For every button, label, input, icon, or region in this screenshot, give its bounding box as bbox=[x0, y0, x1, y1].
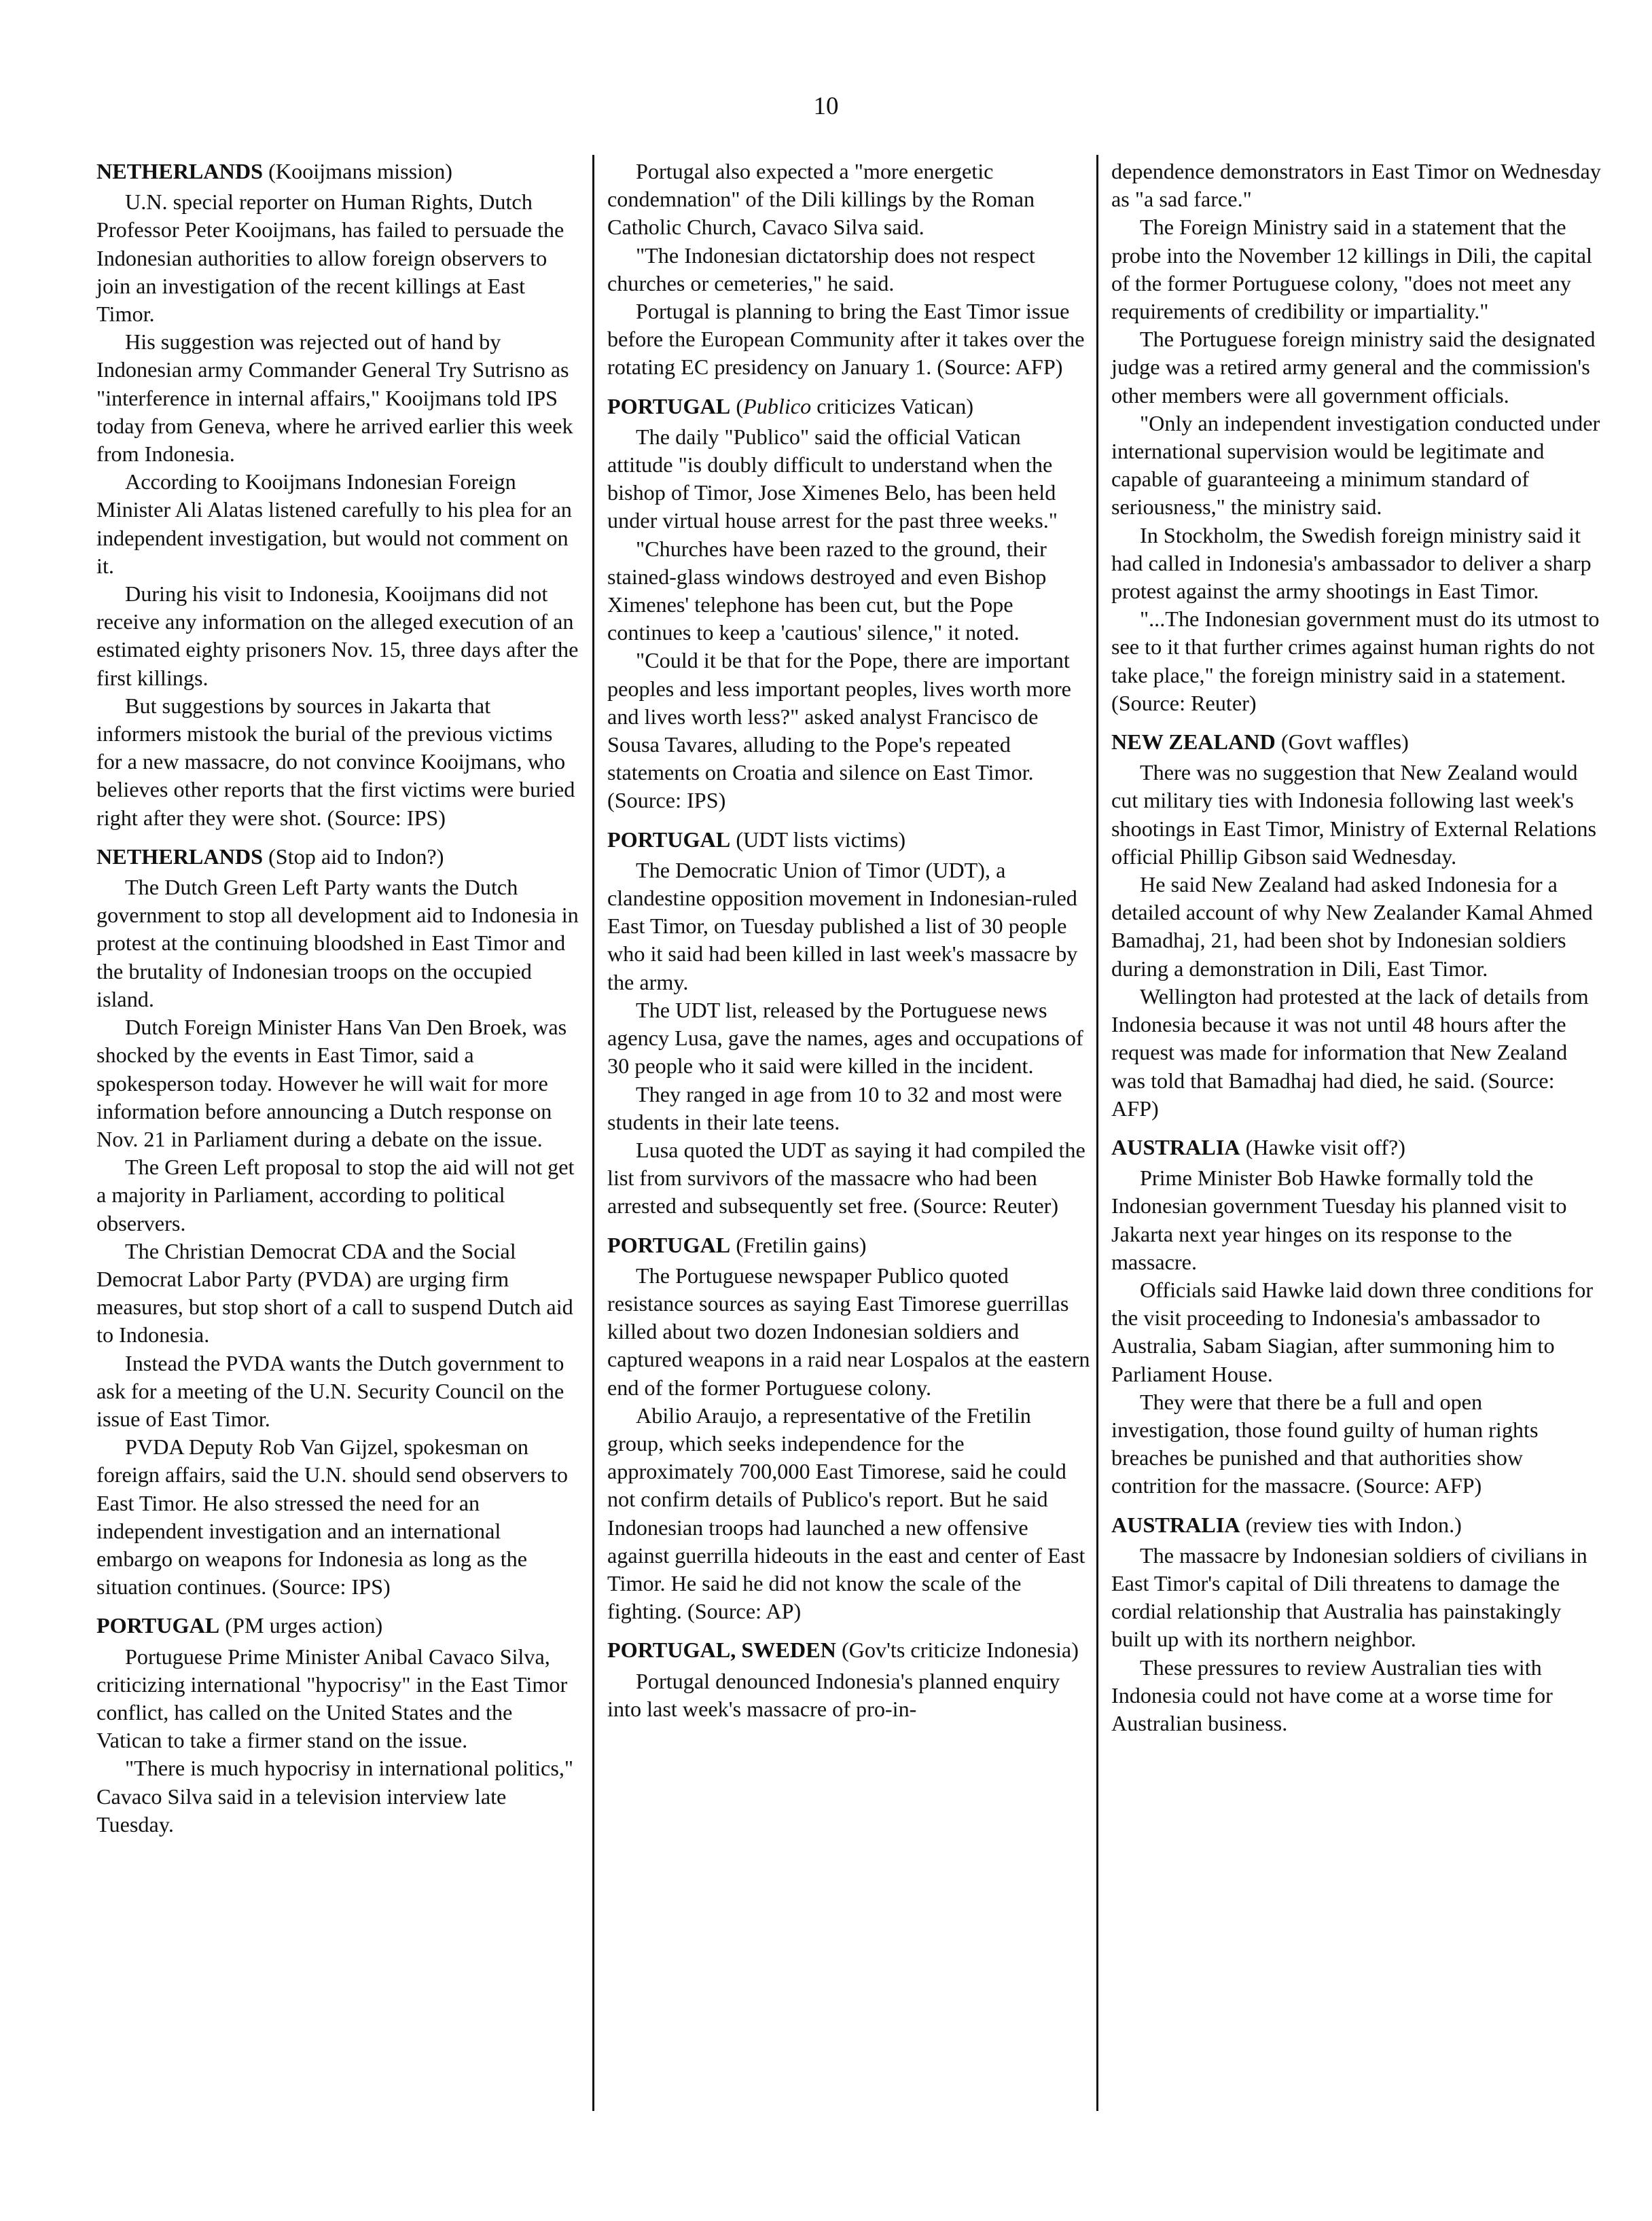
page-number: 10 bbox=[813, 92, 839, 120]
paragraph: The Green Left proposal to stop the aid will not get a majority in Parliament, according to political observers. bbox=[96, 1155, 575, 1235]
country-label: NEW ZEALAND bbox=[1111, 729, 1276, 755]
column-3 bbox=[1111, 158, 1602, 1748]
article-heading bbox=[607, 1636, 1091, 1664]
article-portugal-sweden bbox=[607, 1636, 1091, 1723]
paragraph: He said New Zealand had asked Indonesia for a detailed account of why New Zealander Kamal Ahmed Bamadhaj, 21, had been shot by Indonesian soldiers during a demonstration in Dili, East Timor. bbox=[1111, 872, 1593, 981]
article-heading bbox=[1111, 1511, 1602, 1539]
subtitle-italic: Publico bbox=[743, 393, 812, 418]
article-heading bbox=[96, 1612, 580, 1640]
column-1 bbox=[96, 158, 580, 1849]
paragraph: Instead the PVDA wants the Dutch government to ask for a meeting of the U.N. Security Council on the issue of East Timor. bbox=[96, 1350, 564, 1431]
paragraph: Prime Minister Bob Hawke formally told the Indonesian government Tuesday his planned visit to Jakarta next year hinges on its response to the massacre. bbox=[1111, 1166, 1567, 1274]
paragraph: In Stockholm, the Swedish foreign ministry said it had called in Indonesia's ambassador to deliver a sharp protest against the army shootings in East Timor. bbox=[1111, 522, 1592, 604]
article-heading bbox=[96, 158, 580, 185]
paragraph: "Churches have been razed to the ground, their stained-glass windows destroyed and even Bishop Ximenes' telephone has been cut, but the Pope continues to keep a 'cautious' silence," it noted. bbox=[607, 536, 1047, 645]
article-subtitle: (review ties with Indon.) bbox=[1245, 1512, 1462, 1537]
paragraph: The Foreign Ministry said in a statement that the probe into the November 12 killings in Dili, the capital of the former Portuguese colony, "does not meet any requirements of credibility or impartiality." bbox=[1111, 215, 1592, 324]
paragraph: The Christian Democrat CDA and the Social Democrat Labor Party (PVDA) are urging firm measures, but stop short of a call to suspend Dutch aid to Indonesia. bbox=[96, 1238, 573, 1348]
paragraph: According to Kooijmans Indonesian Foreign Minister Ali Alatas listened carefully to his plea for an independent investigation, but would not comment on it. bbox=[96, 469, 572, 578]
article-heading bbox=[96, 843, 580, 871]
paragraph: PVDA Deputy Rob Van Gijzel, spokesman on foreign affairs, said the U.N. should send observers to East Timor. He also stressed the need for an independent investigation and an international embargo on weapons for Indonesia as long as the situation continues. (Source: IPS) bbox=[96, 1434, 568, 1600]
article-netherlands-kooijmans bbox=[96, 158, 580, 832]
paragraph: The Portuguese newspaper Publico quoted resistance sources as saying East Timorese guerrillas killed about two dozen Indonesian soldiers and captured weapons in a raid near Lospalos at the eastern end of the former Portuguese colony. bbox=[607, 1263, 1090, 1400]
paragraph: The Democratic Union of Timor (UDT), a clandestine opposition movement in Indonesian-ruled East Timor, on Tuesday published a list of 30 people who it said had been killed in last week's massacre by the army. bbox=[607, 857, 1078, 994]
column-divider bbox=[1096, 155, 1098, 2111]
article-subtitle: (Kooijmans mission) bbox=[268, 159, 452, 183]
article-portugal-publico bbox=[607, 393, 1091, 815]
article-portugal-fretilin bbox=[607, 1231, 1091, 1626]
subtitle-part: ( bbox=[736, 393, 744, 418]
article-australia-hawke bbox=[1111, 1134, 1602, 1500]
country-label: AUSTRALIA bbox=[1111, 1134, 1240, 1159]
paragraph: His suggestion was rejected out of hand by Indonesian army Commander General Try Sutrisno as "interference in internal affairs," Kooijmans told IPS today from Geneva, where he arrived earlier this week from Indonesia. bbox=[96, 329, 573, 467]
article-continuation bbox=[607, 158, 1091, 382]
article-netherlands-aid bbox=[96, 843, 580, 1601]
country-label: PORTUGAL bbox=[607, 1232, 731, 1257]
paragraph: They were that there be a full and open investigation, those found guilty of human rights breaches be punished and that authorities show contrition for the massacre. (Source: AFP) bbox=[1111, 1389, 1539, 1498]
paragraph: "Could it be that for the Pope, there are important peoples and less important peoples, lives worth more and lives worth less?" asked analyst Francisco de Sousa Tavares, alluding to the Pope's repeated statements on Croatia and silence on East Timor. (Source: IPS) bbox=[607, 648, 1071, 813]
article-heading bbox=[607, 393, 1091, 420]
paragraph: Officials said Hawke laid down three conditions for the visit proceeding to Indonesia's ambassador to Australia, Sabam Siagian, after summoning him to Parliament House. bbox=[1111, 1277, 1594, 1386]
paragraph: These pressures to review Australian ties with Indonesia could not have come at a worse time for Australian business. bbox=[1111, 1655, 1553, 1735]
subtitle-part: criticizes Vatican) bbox=[811, 393, 974, 418]
article-subtitle: (Hawke visit off?) bbox=[1245, 1134, 1406, 1159]
article-subtitle: (PM urges action) bbox=[225, 1613, 383, 1638]
paragraph: There was no suggestion that New Zealand would cut military ties with Indonesia following last week's shootings in East Timor, Ministry of External Relations official Phillip Gibson said Wednesday. bbox=[1111, 760, 1596, 869]
paragraph: They ranged in age from 10 to 32 and most were students in their late teens. bbox=[607, 1081, 1062, 1134]
paragraph: The UDT list, released by the Portuguese news agency Lusa, gave the names, ages and occupations of 30 people who it said were killed in the incident. bbox=[607, 997, 1083, 1079]
paragraph: The Portuguese foreign ministry said the designated judge was a retired army general and the commission's other members were all government officials. bbox=[1111, 327, 1596, 408]
paragraph: Portugal is planning to bring the East Timor issue before the European Community after it takes over the rotating EC presidency on January 1. (Source: AFP) bbox=[607, 299, 1085, 380]
country-label: AUSTRALIA bbox=[1111, 1512, 1240, 1537]
article-continuation bbox=[1111, 158, 1602, 717]
paragraph: "There is much hypocrisy in international politics," Cavaco Silva said in a television interview late Tuesday. bbox=[96, 1756, 574, 1837]
article-subtitle: (Fretilin gains) bbox=[736, 1232, 867, 1257]
article-australia-ties bbox=[1111, 1511, 1602, 1738]
article-subtitle bbox=[736, 394, 973, 418]
paragraph: The daily "Publico" said the official Vatican attitude "is doubly difficult to understand when the bishop of Timor, Jose Ximenes Belo, has been held under virtual house arrest for the past three weeks." bbox=[607, 424, 1058, 533]
paragraph: Dutch Foreign Minister Hans Van Den Broek, was shocked by the events in East Timor, said a spokesperson today. However he will wait for more information before announcing a Dutch response on Nov. 21 in Parliament during a debate on the issue. bbox=[96, 1015, 567, 1151]
paragraph: Lusa quoted the UDT as saying it had compiled the list from survivors of the massacre who had been arrested and subsequently set free. (Source: Reuter) bbox=[607, 1137, 1085, 1218]
country-label: NETHERLANDS bbox=[96, 159, 264, 183]
paragraph: U.N. special reporter on Human Rights, Dutch Professor Peter Kooijmans, has failed to persuade the Indonesian authorities to allow foreign observers to join an investigation of the recent killings at East Timor. bbox=[96, 189, 564, 327]
paragraph: "Only an independent investigation conducted under international supervision would be legitimate and capable of guaranteeing a minimum standard of seriousness," the ministry said. bbox=[1111, 410, 1600, 520]
paragraph: During his visit to Indonesia, Kooijmans did not receive any information on the alleged execution of an estimated eighty prisoners Nov. 15, three days after the first killings. bbox=[96, 581, 579, 690]
article-portugal-udt bbox=[607, 826, 1091, 1221]
article-heading bbox=[607, 826, 1091, 854]
article-new-zealand bbox=[1111, 728, 1602, 1123]
article-subtitle: (UDT lists victims) bbox=[736, 827, 906, 852]
paragraph: Wellington had protested at the lack of details from Indonesia because it was not until 48 hours after the request was made for information that New Zealand was told that Bamadhaj had died, he said. (Source: AFP) bbox=[1111, 983, 1589, 1121]
article-portugal-pm bbox=[96, 1612, 580, 1839]
column-divider bbox=[592, 155, 594, 2111]
article-subtitle: (Govt waffles) bbox=[1280, 729, 1409, 755]
country-label: NETHERLANDS bbox=[96, 844, 264, 869]
paragraph: The massacre by Indonesian soldiers of civilians in East Timor's capital of Dili threatens to damage the cordial relationship that Australia has painstakingly built up with its northern neighbor. bbox=[1111, 1542, 1587, 1652]
paragraph: Portugal denounced Indonesia's planned enquiry into last week's massacre of pro-in- bbox=[607, 1668, 1060, 1721]
paragraph: Abilio Araujo, a representative of the Fretilin group, which seeks independence for the approximately 700,000 East Timorese, said he could not confirm details of Publico's report. But he said Indonesian troops had launched a new offensive against guerrilla hideouts in the east and center of East Timor. He said he did not know the scale of the fighting. (Source: AP) bbox=[607, 1403, 1085, 1624]
article-heading bbox=[1111, 728, 1602, 756]
article-heading bbox=[607, 1231, 1091, 1259]
paragraph: "The Indonesian dictatorship does not respect churches or cemeteries," he said. bbox=[607, 242, 1035, 295]
country-label: PORTUGAL bbox=[96, 1613, 220, 1638]
paragraph: Portugal also expected a "more energetic condemnation" of the Dili killings by the Roman Catholic Church, Cavaco Silva said. bbox=[607, 159, 1035, 240]
paragraph: Portuguese Prime Minister Anibal Cavaco Silva, criticizing international "hypocrisy" in the East Timor conflict, has called on the United States and the Vatican to take a firmer stand on the issue. bbox=[96, 1644, 568, 1753]
paragraph: The Dutch Green Left Party wants the Dutch government to stop all development aid to Indonesia in protest at the continuing bloodshed in East Timor and the brutality of Indonesian troops on the occupied island. bbox=[96, 875, 579, 1011]
country-label: PORTUGAL, SWEDEN bbox=[607, 1638, 836, 1663]
paragraph: "...The Indonesian government must do its utmost to see to it that further crimes against human rights do not take place," the foreign ministry said in a statement. (Source: Reuter) bbox=[1111, 607, 1600, 715]
article-subtitle: (Stop aid to Indon?) bbox=[268, 844, 444, 869]
article-heading bbox=[1111, 1134, 1602, 1161]
column-2 bbox=[607, 158, 1091, 1734]
paragraph: dependence demonstrators in East Timor on Wednesday as "a sad farce." bbox=[1111, 159, 1601, 212]
country-label: PORTUGAL bbox=[607, 393, 731, 418]
article-subtitle: (Gov'ts criticize Indonesia) bbox=[841, 1638, 1079, 1663]
paragraph: But suggestions by sources in Jakarta that informers mistook the burial of the previous victims for a new massacre, do not convince Kooijmans, who believes other reports that the first victims were buried right after they were shot. (Source: IPS) bbox=[96, 693, 575, 830]
country-label: PORTUGAL bbox=[607, 827, 731, 852]
